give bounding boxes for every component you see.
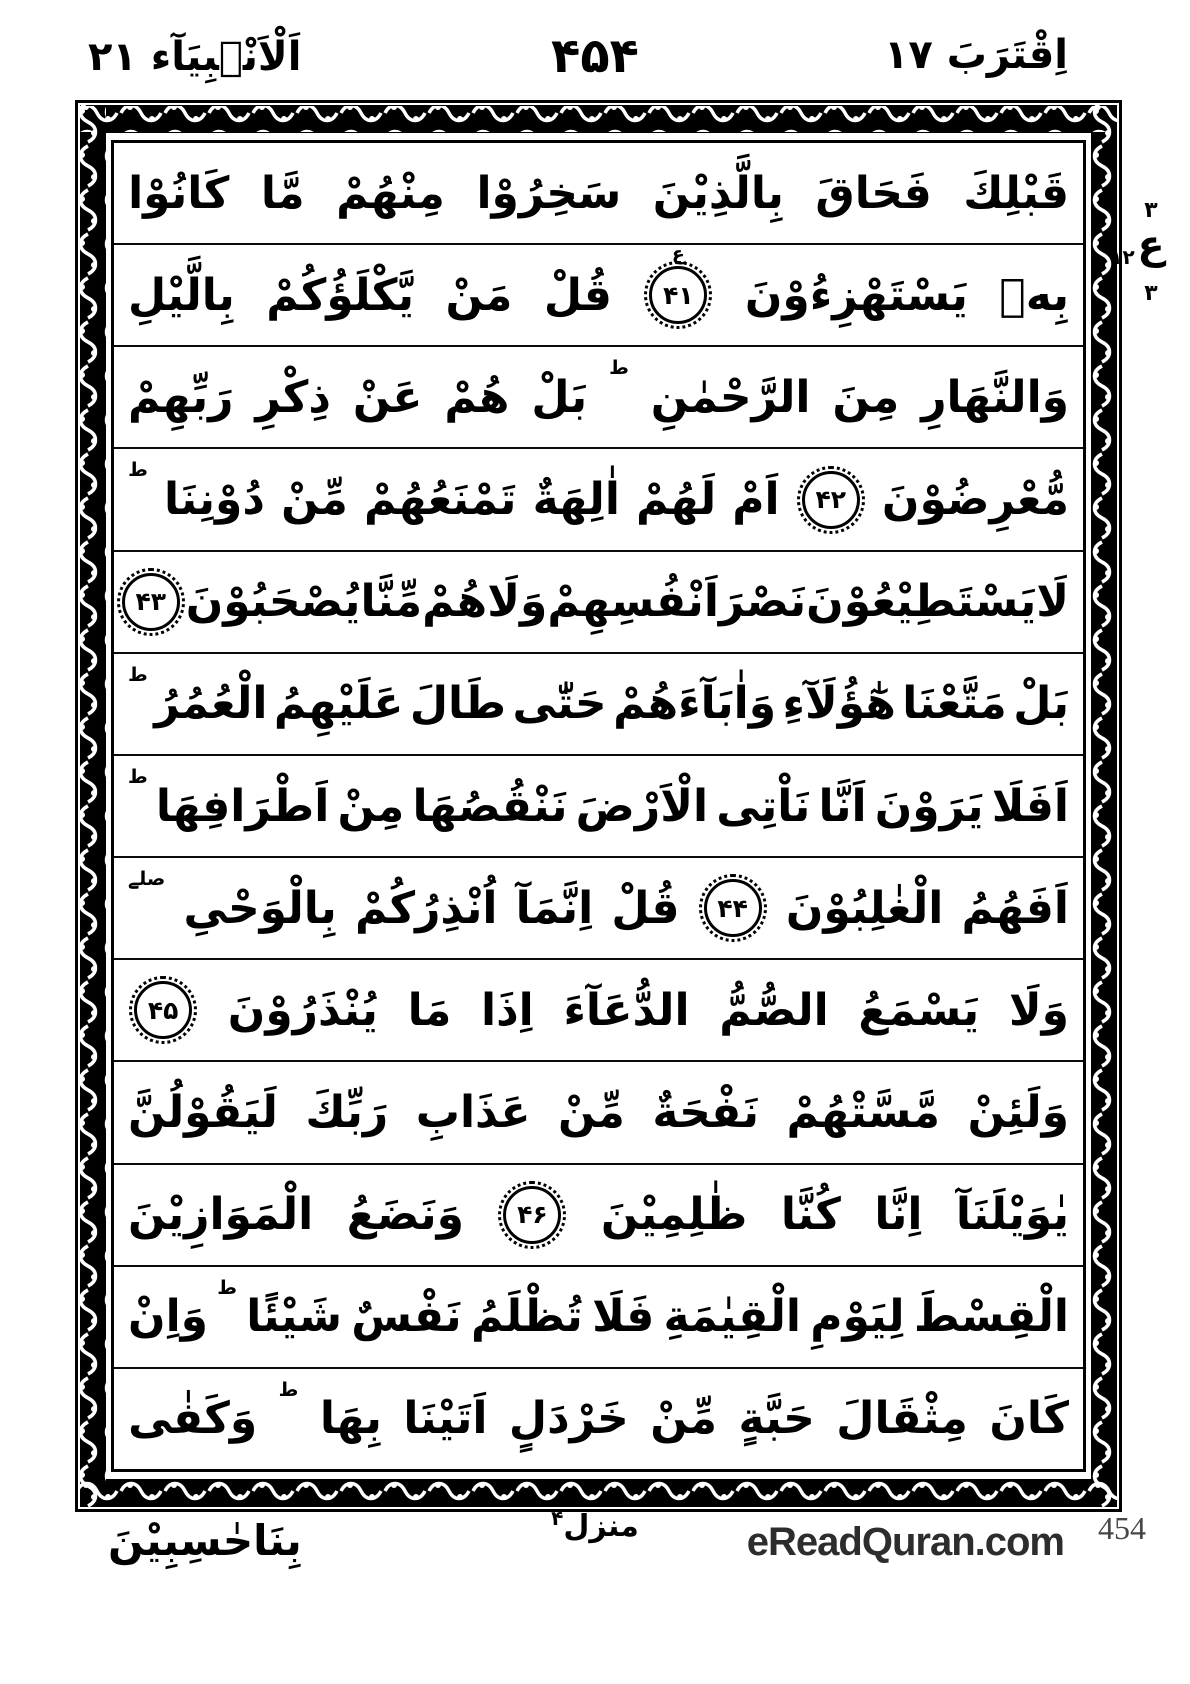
quran-line: اَفَهُمُ الْغٰلِبُوْنَ ۴۴ قُلْ اِنَّمَآ اُنْذِرُكُمْ بِالْوَحْىِ صلے [114, 858, 1083, 960]
verse-number-badge: ۴۲ [802, 471, 860, 529]
pause-mark: ط [128, 459, 148, 482]
quran-line: يٰوَيْلَنَآ اِنَّا كُنَّا ظٰلِمِيْنَ ۴۶ وَنَضَعُ الْمَوَازِيْنَ [114, 1165, 1083, 1267]
quran-line: اَفَلَا يَرَوْنَ اَنَّا نَاْتِى الْاَرْضَ نَنْقُصُهَا مِنْ اَطْرَافِهَا ط [114, 756, 1083, 858]
manzil-label: منزل [563, 1509, 639, 1544]
surah-name-header: اَلْاَنْۢبِيَآء ٢١ [88, 34, 302, 80]
ruku-ain-letter: ع [1137, 222, 1165, 268]
verse-number-badge: ۴۱ ع [649, 266, 707, 324]
quran-line: قَبْلِكَ فَحَاقَ بِالَّذِيْنَ سَخِرُوْا مِنْهُمْ مَّا كَانُوْا [114, 143, 1083, 245]
pause-mark: ط [217, 1276, 238, 1299]
verse-number-badge: ۴۶ [503, 1186, 561, 1244]
catchword-next-page: بِنَاحٰسِبِيْنَ [108, 1516, 302, 1565]
page-number-arabic: ۴۵۴ [551, 28, 639, 84]
quran-line: وَلَئِنْ مَّسَّتْهُمْ نَفْحَةٌ مِّنْ عَذَابِ رَبِّكَ لَيَقُوْلُنَّ [114, 1062, 1083, 1164]
quran-line: لَا يَسْتَطِيْعُوْنَ نَصْرَ اَنْفُسِهِمْ وَلَا هُمْ مِّنَّا يُصْحَبُوْنَ ۴۳ [114, 552, 1083, 654]
ruku-ain-group [1110, 222, 1165, 269]
quran-line: بَلْ مَتَّعْنَا هٰٓؤُلَآءِ وَاٰبَآءَهُمْ حَتّٰى طَالَ عَلَيْهِمُ الْعُمُرُ ط [114, 654, 1083, 756]
pause-mark: صلے [128, 868, 166, 891]
ruku-end-ain: ع [671, 243, 685, 266]
ruku-margin-marker [1110, 198, 1180, 306]
ruku-count-bottom: ٣ [1144, 281, 1158, 306]
quran-line: بِهٖ يَسْتَهْزِءُوْنَ ۴۱ ع قُلْ مَنْ يَّكْلَؤُكُمْ بِالَّيْلِ [114, 245, 1083, 347]
verse-number-badge: ۴۳ [122, 573, 180, 631]
manzil-number: ۴ [551, 1506, 564, 1530]
pause-mark: ط [278, 1378, 299, 1401]
verse-number-badge: ۴۵ [134, 981, 192, 1039]
website-watermark[interactable]: eReadQuran.com [746, 1520, 1064, 1564]
manzil-marker [551, 1506, 639, 1544]
juz-name-header: اِقْتَرَبَ ١٧ [883, 32, 1068, 78]
quran-line: وَالنَّهَارِ مِنَ الرَّحْمٰنِ ط بَلْ هُمْ عَنْ ذِكْرِ رَبِّهِمْ [114, 347, 1083, 449]
quran-line: الْقِسْطَ لِيَوْمِ الْقِيٰمَةِ فَلَا تُظْلَمُ نَفْسٌ شَيْئًا ط وَاِنْ [114, 1267, 1083, 1369]
ornamental-border-frame [75, 100, 1122, 1512]
verse-number-badge: ۴۴ [704, 879, 762, 937]
page-number: 454 [1098, 1510, 1146, 1546]
quran-line: مُّعْرِضُوْنَ ۴۲ اَمْ لَهُمْ اٰلِهَةٌ تَمْنَعُهُمْ مِّنْ دُوْنِنَا ط [114, 449, 1083, 551]
ruku-count-top: ٣ [1144, 198, 1158, 223]
quran-text-block [111, 140, 1086, 1472]
quran-line: كَانَ مِثْقَالَ حَبَّةٍ مِّنْ خَرْدَلٍ اَتَيْنَا بِهَا ط وَكَفٰى [128, 1378, 1069, 1445]
pause-mark: ط [128, 765, 148, 788]
pause-mark: ط [609, 357, 629, 380]
quran-line: وَلَا يَسْمَعُ الصُّمُّ الدُّعَآءَ اِذَا مَا يُنْذَرُوْنَ ۴۵ [114, 960, 1083, 1062]
ruku-count-middle: ١٢ [1110, 245, 1135, 269]
pause-mark: ط [128, 663, 148, 686]
